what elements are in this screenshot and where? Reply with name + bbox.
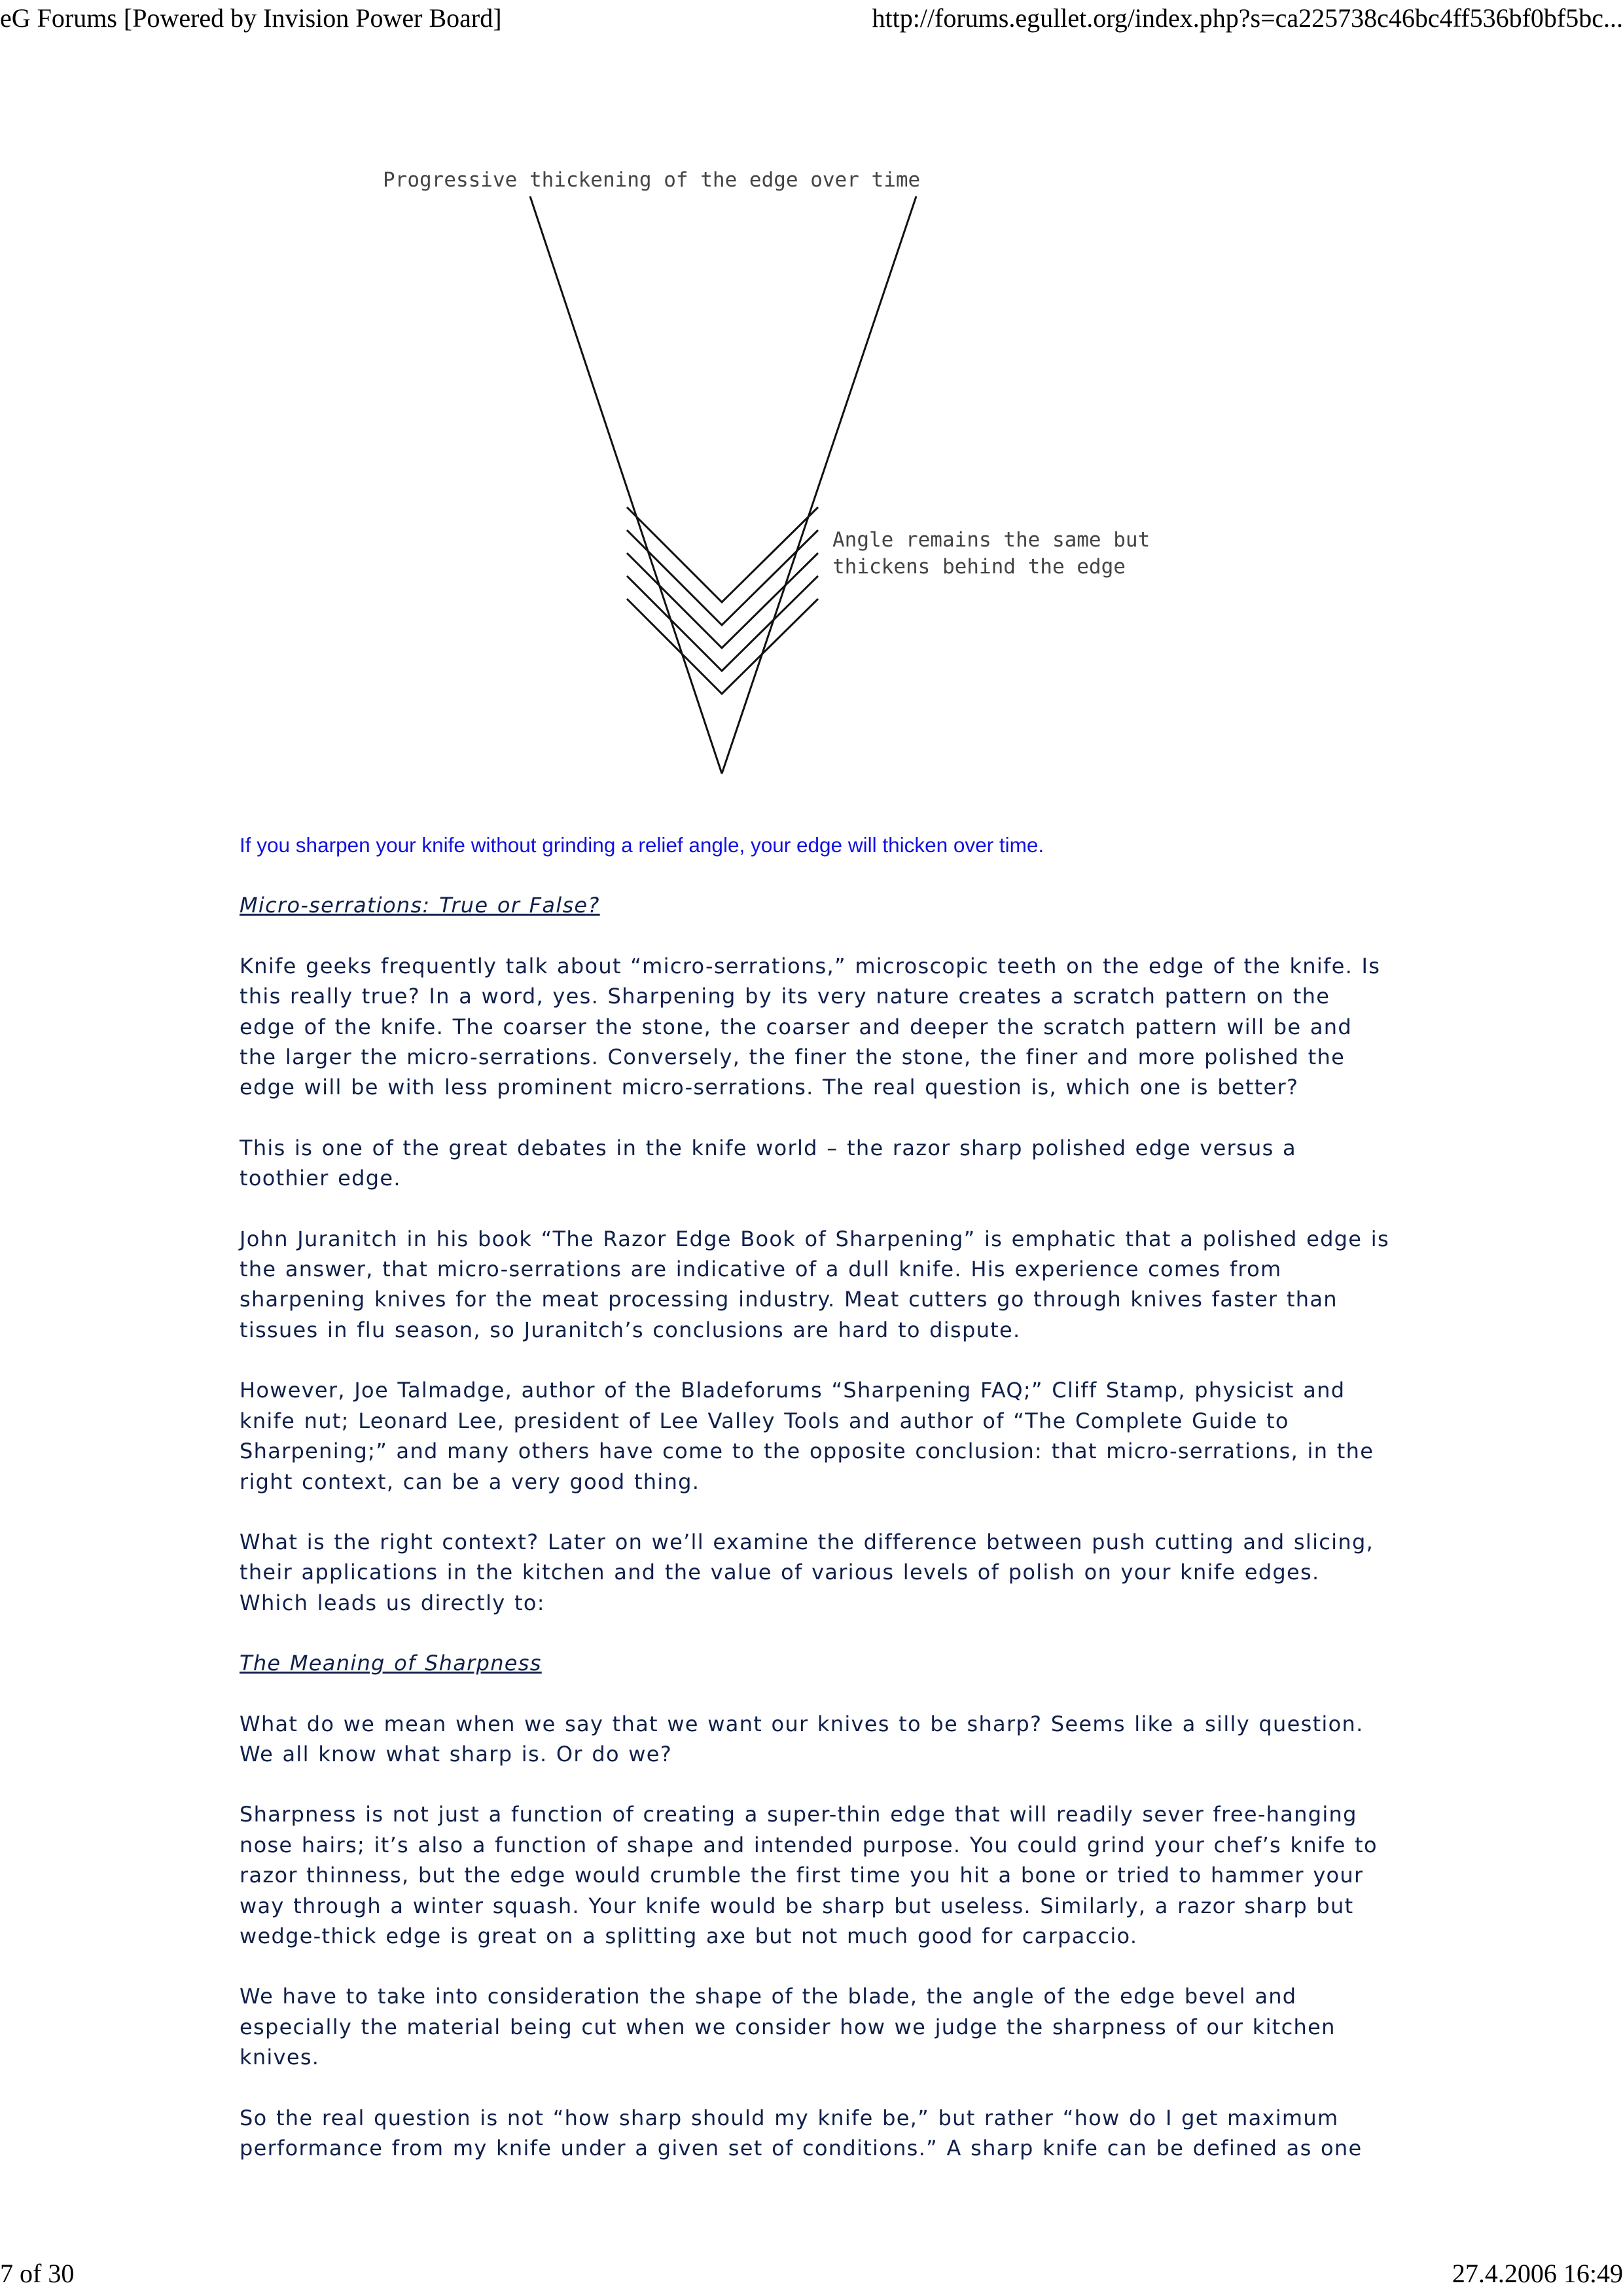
diagram-caption: If you sharpen your knife without grinding a relief angle, your edge will thicken over time. — [240, 833, 1044, 857]
paragraph: Knife geeks frequently talk about “micro-serrations,” microscopic teeth on the edge of the knife. Is this really true? In a word, yes. Sharpening by its very nature creates a scratch pattern on the edge of the knife. The coarser the stone, the coarser and deeper the scratch pattern will be and the larger the micro-serrations. Conversely, the finer the stone, the finer and more polished the edge will be with less prominent micro-serrations. The real question is, which one is better? — [240, 953, 1381, 1100]
section-heading-micro-serrations: Micro-serrations: True or False? — [240, 893, 600, 918]
diagram-label-line1: Angle remains the same but — [832, 528, 1150, 552]
page-header-url[interactable]: http://forums.egullet.org/index.php?s=ca225738c46bc4ff536bf0bf5bc... — [872, 3, 1623, 33]
chevron-1 — [627, 507, 818, 602]
diagram-title: Progressive thickening of the edge over time — [383, 168, 921, 192]
edge-right-line — [722, 196, 916, 774]
paragraph: We have to take into consideration the shape of the blade, the angle of the edge bevel and especially the material being cut when we consider how we judge the sharpness of our kitchen knives. — [240, 1984, 1336, 2070]
section-heading-meaning-of-sharpness: The Meaning of Sharpness — [240, 1651, 542, 1676]
paragraph: John Juranitch in his book “The Razor Edge Book of Sharpening” is emphatic that a polished edge is the answer, that micro-serrations are indicative of a dull knife. His experience comes from sharpening knives for the meat processing industry. Meat cutters go through knives faster than tissues in flu season, so Juranitch’s conclusions are hard to dispute. — [240, 1226, 1389, 1342]
page-number: 7 of 30 — [0, 2259, 75, 2288]
edge-thickening-diagram — [353, 151, 1270, 798]
thickening-chevrons — [627, 507, 818, 694]
edge-left-line — [530, 196, 722, 774]
paragraph: This is one of the great debates in the knife world – the razor sharp polished edge versus a toothier edge. — [240, 1135, 1296, 1191]
paragraph: So the real question is not “how sharp should my knife be,” but rather “how do I get maximum performance from my knife under a given set of conditions.” A sharp knife can be defined as one — [240, 2105, 1363, 2161]
paragraph: What is the right context? Later on we’ll examine the difference between push cutting and slicing, their applications in the kitchen and the value of various levels of polish on your knife edges. Which leads us directly to: — [240, 1529, 1374, 1615]
print-datetime: 27.4.2006 16:49 — [1452, 2259, 1623, 2288]
article-body — [240, 830, 1391, 2193]
paragraph: Sharpness is not just a function of creating a super-thin edge that will readily sever free-hanging nose hairs; it’s also a function of shape and intended purpose. You could grind your chef’s knife to razor thinness, but the edge would crumble the first time you hit a bone or tried to hammer your way through a winter squash. Your knife would be sharp but useless. Similarly, a razor sharp but wedge-thick edge is great on a splitting axe but not much good for carpaccio. — [240, 1802, 1378, 1948]
edge-outline — [530, 196, 916, 774]
diagram-label-line2: thickens behind the edge — [832, 555, 1126, 579]
paragraph: What do we mean when we say that we want our knives to be sharp? Seems like a silly question. We all know what sharp is. Or do we? — [240, 1711, 1364, 1767]
paragraph: However, Joe Talmadge, author of the Bladeforums “Sharpening FAQ;” Cliff Stamp, physicist and knife nut; Leonard Lee, president of Lee Valley Tools and author of “The Complete Guide to Sharpening;” and many others have come to the opposite conclusion: that micro-serrations, in the right context, can be a very good thing. — [240, 1378, 1374, 1494]
chevron-2 — [627, 530, 818, 625]
page-header-title: eG Forums [Powered by Invision Power Board] — [0, 3, 502, 33]
